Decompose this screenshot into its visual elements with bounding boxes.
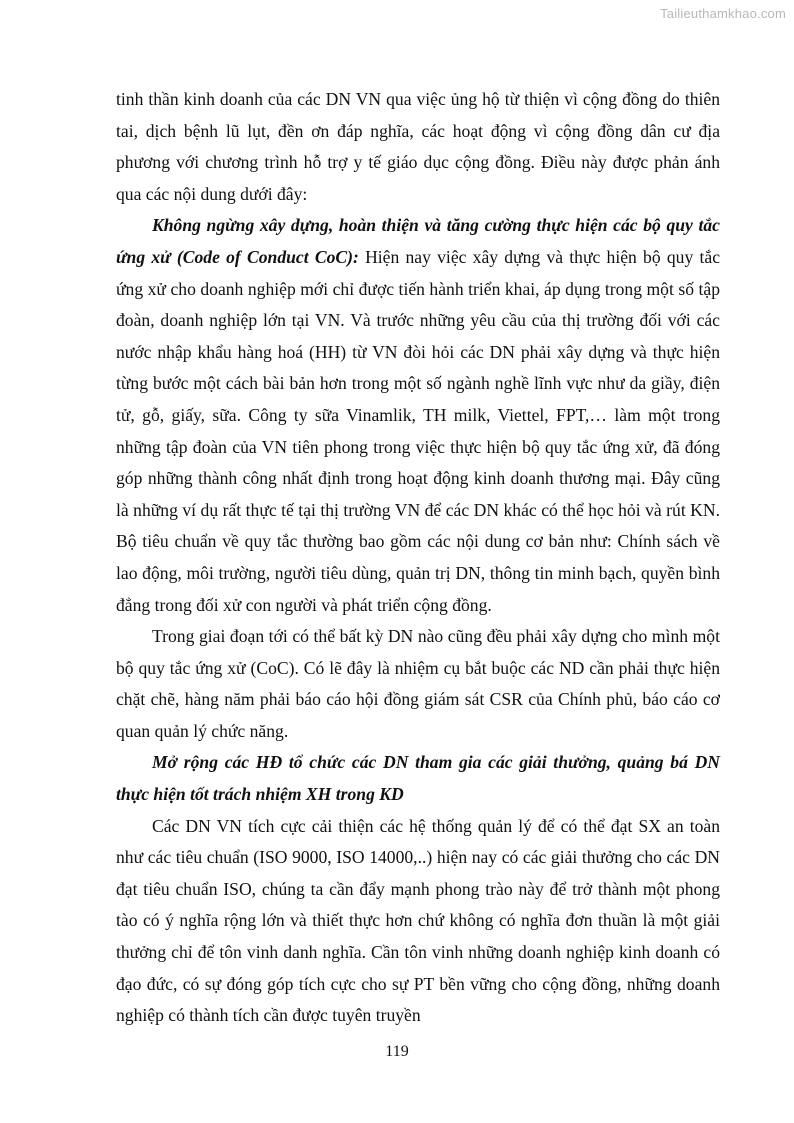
document-body <box>116 84 720 1032</box>
section-heading-code-of-conduct: Không ngừng xây dựng, hoàn thiện và tăng cường thực hiện các bộ quy tắc ứng xử (Code of Conduct CoC): <box>116 215 720 267</box>
section-heading-awards: Mở rộng các HĐ tổ chức các DN tham gia các giải thưởng, quảng bá DN thực hiện tốt trách nhiệm XH trong KD <box>116 752 720 805</box>
paragraph-iso-awards: Các DN VN tích cực cải thiện các hệ thống quản lý để có thể đạt SX an toàn như các tiêu chuẩn (ISO 9000, ISO 14000,..) hiện nay có các giải thưởng cho các DN đạt tiêu chuẩn ISO, chúng ta cần đẩy mạnh phong trào này để trở thành một phong tào có ý nghĩa rộng lớn và thiết thực hơn chứ không có nghĩa đơn thuần là một giải thưởng chỉ để tôn vinh danh nghĩa. Cần tôn vinh những doanh nghiệp kinh doanh có đạo đức, có sự đóng góp tích cực cho sự PT bền vững cho cộng đồng, những doanh nghiệp có thành tích cần được tuyên truyền <box>116 815 720 1026</box>
watermark: Tailieuthamkhao.com <box>660 6 786 21</box>
paragraph-code-of-conduct-body: Hiện nay việc xây dựng và thực hiện bộ quy tắc ứng xử cho doanh nghiệp mới chỉ được tiến hành triển khai, áp dụng trong một số tập đoàn, doanh nghiệp lớn tại VN. Và trước những yêu cầu của thị trường đối với các nước nhập khẩu hàng hoá (HH) từ VN đòi hỏi các DN phải xây dựng và thực hiện từng bước một cách bài bản hơn trong một số ngành nghề lĩnh vực như da giầy, điện tử, gỗ, giấy, sữa. Công ty sữa Vinamlik, TH milk, Viettel, FPT,… làm một trong những tập đoàn của VN tiên phong trong việc thực hiện bộ quy tắc ứng xử, đã đóng góp những thành công nhất định trong hoạt động kinh doanh thương mại. Đây cũng là những ví dụ rất thực tế tại thị trường VN để các DN khác có thể học hỏi và rút KN. Bộ tiêu chuẩn về quy tắc thường bao gồm các nội dung cơ bản như: Chính sách về lao động, môi trường, người tiêu dùng, quản trị DN, thông tin minh bạch, quyền bình đẳng trong đối xử con người và phát triển cộng đồng. <box>116 246 720 615</box>
page-number: 119 <box>385 1043 409 1060</box>
paragraph-intro: tinh thần kinh doanh của các DN VN qua việc ủng hộ từ thiện vì cộng đồng do thiên tai, dịch bệnh lũ lụt, đền ơn đáp nghĩa, các hoạt động vì cộng đồng dân cư địa phương với chương trình hỗ trợ y tế giáo dục cộng đồng. Điều này được phản ánh qua các nội dung dưới đây: <box>116 89 720 204</box>
paragraph-future-coc: Trong giai đoạn tới có thể bất kỳ DN nào cũng đều phải xây dựng cho mình một bộ quy tắc ứng xử (CoC). Có lẽ đây là nhiệm cụ bắt buộc các ND cần phải thực hiện chặt chẽ, hàng năm phải báo cáo hội đồng giám sát CSR của Chính phủ, báo cáo cơ quan quản lý chức năng. <box>116 626 720 741</box>
paragraph-code-of-conduct <box>116 210 720 621</box>
